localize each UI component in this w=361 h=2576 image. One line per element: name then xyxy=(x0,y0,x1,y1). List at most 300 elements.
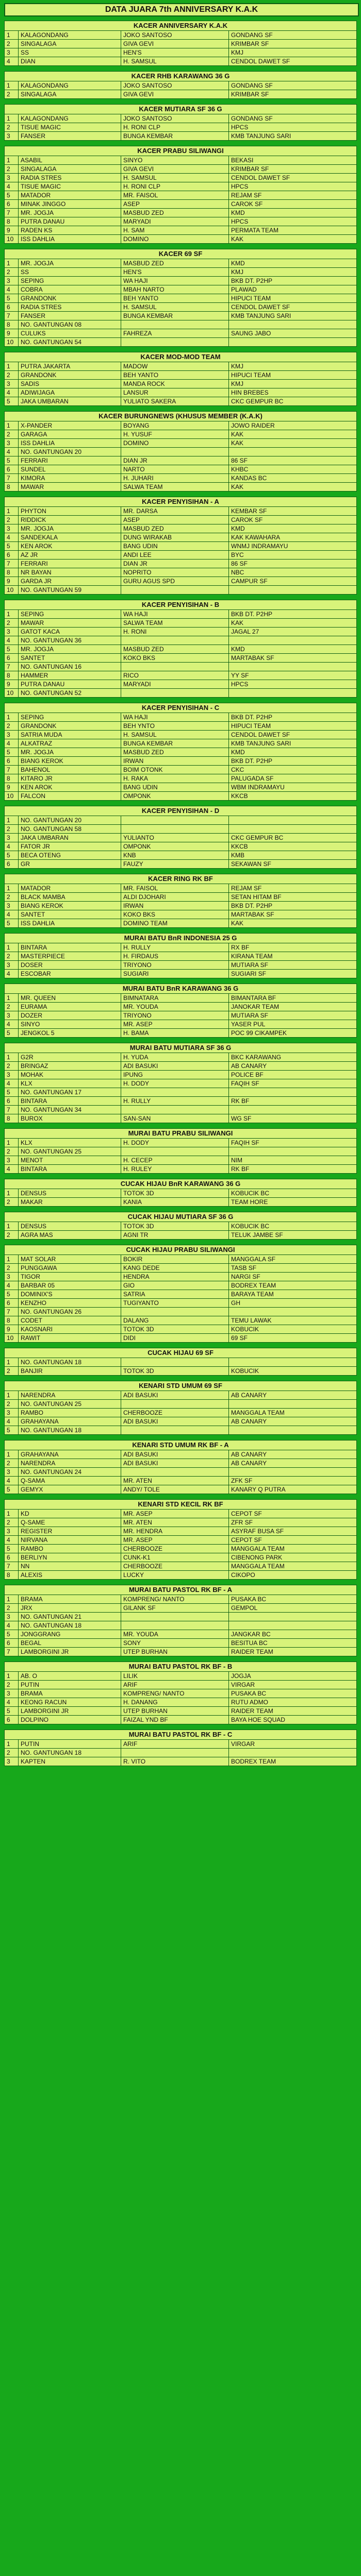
rank-cell: 5 xyxy=(5,456,19,465)
rank-cell: 5 xyxy=(5,851,19,860)
table-row xyxy=(5,226,357,235)
bird-name-cell: MR. JOGJA xyxy=(19,524,121,533)
section-title: MURAI BATU PASTOL RK BF - B xyxy=(4,1662,357,1671)
team-cell: GONDANG SF xyxy=(229,81,357,90)
table-row xyxy=(5,586,357,595)
table-row xyxy=(5,757,357,766)
bird-name-cell: MAT SOLAR xyxy=(19,1255,121,1264)
result-section xyxy=(4,1128,357,1174)
table-row xyxy=(5,731,357,739)
owner-cell: MBAH NARTO xyxy=(121,285,229,294)
bird-name-cell: GR xyxy=(19,860,121,869)
rank-cell: 3 xyxy=(5,1156,19,1165)
owner-cell: H. RULLY xyxy=(121,943,229,952)
team-cell: BESITUA BC xyxy=(229,1639,357,1648)
bird-name-cell: EURAMA xyxy=(19,1003,121,1011)
table-row xyxy=(5,671,357,680)
rank-cell: 8 xyxy=(5,1571,19,1580)
team-cell: YY SF xyxy=(229,671,357,680)
team-cell: CKC GEMPUR BC xyxy=(229,397,357,406)
bird-name-cell: MAWAR xyxy=(19,483,121,492)
table-row xyxy=(5,1222,357,1231)
result-section xyxy=(4,352,357,406)
bird-name-cell: BARBAR 05 xyxy=(19,1281,121,1290)
owner-cell: JOKO SANTOSO xyxy=(121,114,229,123)
owner-cell: MANDA ROCK xyxy=(121,380,229,388)
results-table xyxy=(4,114,357,141)
result-section xyxy=(4,249,357,347)
bird-name-cell: KEN AROK xyxy=(19,542,121,551)
table-row xyxy=(5,388,357,397)
table-row xyxy=(5,507,357,516)
bird-name-cell: RAMBO xyxy=(19,1545,121,1553)
result-section xyxy=(4,874,357,928)
owner-cell xyxy=(121,663,229,671)
rank-cell: 5 xyxy=(5,191,19,200)
table-row xyxy=(5,1553,357,1562)
bird-name-cell: BRINGAZ xyxy=(19,1062,121,1071)
bird-name-cell: PUTRA DANAU xyxy=(19,680,121,689)
result-section xyxy=(4,1662,357,1724)
table-row xyxy=(5,132,357,141)
section-title: CUCAK HIJAU MUTIARA SF 36 G xyxy=(4,1212,357,1222)
table-row xyxy=(5,338,357,347)
owner-cell xyxy=(121,1400,229,1409)
rank-cell: 1 xyxy=(5,114,19,123)
result-section xyxy=(4,703,357,801)
section-title: MURAI BATU MUTIARA SF 36 G xyxy=(4,1043,357,1053)
team-cell: JOGJA xyxy=(229,1672,357,1681)
bird-name-cell: AGRA MAS xyxy=(19,1231,121,1240)
bird-name-cell: NO. GANTUNGAN 52 xyxy=(19,689,121,698)
owner-cell xyxy=(121,1147,229,1156)
rank-cell: 2 xyxy=(5,1264,19,1273)
owner-cell xyxy=(121,1106,229,1114)
rank-cell: 3 xyxy=(5,380,19,388)
table-row xyxy=(5,1417,357,1426)
rank-cell: 3 xyxy=(5,731,19,739)
bird-name-cell: NO. GANTUNGAN 17 xyxy=(19,1088,121,1097)
bird-name-cell: BANJIR xyxy=(19,1367,121,1376)
owner-cell: MASBUD ZED xyxy=(121,748,229,757)
team-cell: MANGGALA SF xyxy=(229,1255,357,1264)
team-cell: TASB SF xyxy=(229,1264,357,1273)
rank-cell: 10 xyxy=(5,1334,19,1343)
owner-cell: GIVA GEVI xyxy=(121,165,229,174)
team-cell: AB CANARY xyxy=(229,1459,357,1468)
page-title: DATA JUARA 7th ANNIVERSARY K.A.K xyxy=(4,3,359,16)
owner-cell xyxy=(121,1308,229,1316)
table-row xyxy=(5,851,357,860)
bird-name-cell: KEN AROK xyxy=(19,783,121,792)
rank-cell: 1 xyxy=(5,943,19,952)
table-row xyxy=(5,1062,357,1071)
bird-name-cell: DOSER xyxy=(19,961,121,970)
table-row xyxy=(5,1367,357,1376)
rank-cell: 7 xyxy=(5,312,19,320)
owner-cell: GIVA GEVI xyxy=(121,90,229,99)
section-title: KACER MUTIARA SF 36 G xyxy=(4,104,357,114)
bird-name-cell: SUNDEL xyxy=(19,465,121,474)
bird-name-cell: GRAHAYANA xyxy=(19,1450,121,1459)
bird-name-cell: MR. JOGJA xyxy=(19,259,121,268)
owner-cell: H. RAKA xyxy=(121,774,229,783)
team-cell xyxy=(229,586,357,595)
team-cell: CAROK SF xyxy=(229,516,357,524)
team-cell: REJAM SF xyxy=(229,884,357,893)
team-cell: KAK KAWAHARA xyxy=(229,533,357,542)
team-cell: YASER PUL xyxy=(229,1020,357,1029)
table-row xyxy=(5,1468,357,1477)
rank-cell: 4 xyxy=(5,636,19,645)
rank-cell: 8 xyxy=(5,671,19,680)
table-row xyxy=(5,645,357,654)
owner-cell: ARIF xyxy=(121,1740,229,1749)
results-table xyxy=(4,421,357,492)
table-row xyxy=(5,663,357,671)
bird-name-cell: GARDA JR xyxy=(19,577,121,586)
bird-name-cell: TISUE MAGIC xyxy=(19,123,121,132)
owner-cell: BANG UDIN xyxy=(121,783,229,792)
rank-cell: 6 xyxy=(5,1097,19,1106)
team-cell: FAQIH SF xyxy=(229,1139,357,1147)
owner-cell: KOMPRENG/ NANTO xyxy=(121,1595,229,1604)
team-cell xyxy=(229,1613,357,1621)
owner-cell: H. YUDA xyxy=(121,1053,229,1062)
bird-name-cell: SEPING xyxy=(19,277,121,285)
team-cell: SAUNG JABO xyxy=(229,329,357,338)
team-cell: CENDOL DAWET SF xyxy=(229,731,357,739)
rank-cell: 7 xyxy=(5,1562,19,1571)
team-cell: KAK xyxy=(229,430,357,439)
team-cell: KOBUCIK BC xyxy=(229,1222,357,1231)
owner-cell: BOIM OTONK xyxy=(121,766,229,774)
bird-name-cell: ADIWIJAGA xyxy=(19,388,121,397)
rank-cell: 6 xyxy=(5,551,19,560)
bird-name-cell: KALAGONDANG xyxy=(19,31,121,40)
rank-cell: 8 xyxy=(5,774,19,783)
bird-name-cell: JONGGRANG xyxy=(19,1630,121,1639)
owner-cell: KOKO BKS xyxy=(121,654,229,663)
results-table xyxy=(4,81,357,99)
table-row xyxy=(5,235,357,244)
results-table xyxy=(4,1391,357,1435)
section-title: MURAI BATU BnR INDONESIA 25 G xyxy=(4,933,357,943)
section-title: KACER ANNIVERSARY K.A.K xyxy=(4,21,357,30)
bird-name-cell: NO. GANTUNGAN 18 xyxy=(19,1426,121,1435)
rank-cell: 1 xyxy=(5,421,19,430)
owner-cell: H. SAM xyxy=(121,226,229,235)
table-row xyxy=(5,380,357,388)
team-cell: AB CANARY xyxy=(229,1450,357,1459)
result-section xyxy=(4,1043,357,1123)
rank-cell: 5 xyxy=(5,1545,19,1553)
table-row xyxy=(5,1391,357,1400)
rank-cell: 1 xyxy=(5,1189,19,1198)
team-cell: JANOKAR TEAM xyxy=(229,1003,357,1011)
rank-cell: 2 xyxy=(5,952,19,961)
rank-cell: 2 xyxy=(5,1147,19,1156)
section-title: KACER PENYISIHAN - B xyxy=(4,600,357,609)
bird-name-cell: MENOT xyxy=(19,1156,121,1165)
result-section xyxy=(4,71,357,99)
bird-name-cell: PUTIN xyxy=(19,1681,121,1689)
bird-name-cell: KITARO JR xyxy=(19,774,121,783)
owner-cell xyxy=(121,320,229,329)
result-section xyxy=(4,1348,357,1376)
owner-cell: WA HAJI xyxy=(121,610,229,619)
owner-cell: H. SAMSUL xyxy=(121,303,229,312)
bird-name-cell: JAKA UMBARAN xyxy=(19,397,121,406)
result-section xyxy=(4,497,357,595)
owner-cell: ADI BASUKI xyxy=(121,1459,229,1468)
team-cell: RK BF xyxy=(229,1165,357,1174)
results-table xyxy=(4,259,357,347)
bird-name-cell: DENSUS xyxy=(19,1222,121,1231)
bird-name-cell: FATOR JR xyxy=(19,842,121,851)
bird-name-cell: TISUE MAGIC xyxy=(19,182,121,191)
owner-cell: ARIF xyxy=(121,1681,229,1689)
results-table xyxy=(4,1255,357,1343)
rank-cell: 2 xyxy=(5,268,19,277)
rank-cell: 5 xyxy=(5,1485,19,1494)
table-row xyxy=(5,636,357,645)
owner-cell: ALDI DJOHARI xyxy=(121,893,229,902)
team-cell: JANGKAR BC xyxy=(229,1630,357,1639)
team-cell: KOBUCIK xyxy=(229,1367,357,1376)
owner-cell: DIDI xyxy=(121,1334,229,1343)
table-row xyxy=(5,1198,357,1207)
table-row xyxy=(5,40,357,48)
rank-cell: 5 xyxy=(5,1707,19,1716)
table-row xyxy=(5,1757,357,1766)
team-cell: KMD xyxy=(229,259,357,268)
bird-name-cell: FERRARI xyxy=(19,456,121,465)
table-row xyxy=(5,294,357,303)
team-cell: JOWO RAIDER xyxy=(229,421,357,430)
table-row xyxy=(5,542,357,551)
team-cell: HIN BREBES xyxy=(229,388,357,397)
owner-cell: JOKO SANTOSO xyxy=(121,31,229,40)
rank-cell: 5 xyxy=(5,1088,19,1097)
bird-name-cell: LAMBORGINI JR xyxy=(19,1648,121,1656)
owner-cell: TRIYONO xyxy=(121,1011,229,1020)
team-cell: KAK xyxy=(229,619,357,628)
team-cell xyxy=(229,1621,357,1630)
rank-cell: 5 xyxy=(5,1029,19,1038)
team-cell: BIMANTARA BF xyxy=(229,994,357,1003)
team-cell: KEMBAR SF xyxy=(229,507,357,516)
team-cell: 69 SF xyxy=(229,1334,357,1343)
rank-cell: 2 xyxy=(5,1749,19,1757)
rank-cell: 1 xyxy=(5,362,19,371)
table-row xyxy=(5,774,357,783)
rank-cell: 4 xyxy=(5,842,19,851)
team-cell: KOBUCIK xyxy=(229,1325,357,1334)
bird-name-cell: NO. GANTUNGAN 20 xyxy=(19,448,121,456)
section-title: KACER RING RK BF xyxy=(4,874,357,884)
result-section xyxy=(4,1179,357,1207)
bird-name-cell: MINAK JINGGO xyxy=(19,200,121,209)
team-cell: GONDANG SF xyxy=(229,31,357,40)
table-row xyxy=(5,174,357,182)
table-row xyxy=(5,1071,357,1079)
owner-cell: DOMINO xyxy=(121,235,229,244)
team-cell: PALUGADA SF xyxy=(229,774,357,783)
bird-name-cell: GATOT KACA xyxy=(19,628,121,636)
table-row xyxy=(5,722,357,731)
owner-cell: BANG UDIN xyxy=(121,542,229,551)
rank-cell: 8 xyxy=(5,217,19,226)
bird-name-cell: NO. GANTUNGAN 36 xyxy=(19,636,121,645)
section-title: KACER RHB KARAWANG 36 G xyxy=(4,71,357,81)
rank-cell: 5 xyxy=(5,1426,19,1435)
rank-cell: 5 xyxy=(5,1290,19,1299)
table-row xyxy=(5,1165,357,1174)
table-row xyxy=(5,860,357,869)
table-row xyxy=(5,1231,357,1240)
rank-cell: 7 xyxy=(5,474,19,483)
team-cell: AB CANARY xyxy=(229,1417,357,1426)
result-section xyxy=(4,933,357,978)
team-cell: BKB DT. P2HP xyxy=(229,610,357,619)
table-row xyxy=(5,533,357,542)
rank-cell: 5 xyxy=(5,748,19,757)
owner-cell xyxy=(121,448,229,456)
bird-name-cell: PUTRA JAKARTA xyxy=(19,362,121,371)
bird-name-cell: SS xyxy=(19,268,121,277)
owner-cell: KOKO BKS xyxy=(121,910,229,919)
rank-cell: 3 xyxy=(5,902,19,910)
team-cell xyxy=(229,1400,357,1409)
bird-name-cell: NO. GANTUNGAN 58 xyxy=(19,825,121,834)
rank-cell: 4 xyxy=(5,388,19,397)
results-table xyxy=(4,1739,357,1766)
rank-cell: 4 xyxy=(5,1165,19,1174)
rank-cell: 5 xyxy=(5,1630,19,1639)
team-cell xyxy=(229,816,357,825)
owner-cell: WA HAJI xyxy=(121,277,229,285)
bird-name-cell: GEMYX xyxy=(19,1485,121,1494)
team-cell: HIPUCI TEAM xyxy=(229,294,357,303)
rank-cell: 4 xyxy=(5,57,19,66)
result-section xyxy=(4,1730,357,1766)
section-title: CUCAK HIJAU PRABU SILIWANGI xyxy=(4,1245,357,1255)
team-cell: KKCB xyxy=(229,792,357,801)
table-row xyxy=(5,1604,357,1613)
rank-cell: 3 xyxy=(5,277,19,285)
owner-cell: GURU AGUS SPD xyxy=(121,577,229,586)
section-title: KACER PENYISIHAN - C xyxy=(4,703,357,713)
bird-name-cell: Q-SAMA xyxy=(19,1477,121,1485)
rank-cell: 2 xyxy=(5,1400,19,1409)
bird-name-cell: NIRVANA xyxy=(19,1536,121,1545)
rank-cell: 9 xyxy=(5,783,19,792)
table-row xyxy=(5,1334,357,1343)
bird-name-cell: MATADOR xyxy=(19,884,121,893)
owner-cell: SALWA TEAM xyxy=(121,483,229,492)
owner-cell: CHERBOOZE xyxy=(121,1409,229,1417)
section-title: KACER PRABU SILIWANGI xyxy=(4,146,357,156)
owner-cell: FAUZY xyxy=(121,860,229,869)
rank-cell: 9 xyxy=(5,329,19,338)
result-section xyxy=(4,21,357,66)
bird-name-cell: AB. O xyxy=(19,1672,121,1681)
team-cell: GEMPOL xyxy=(229,1604,357,1613)
table-row xyxy=(5,748,357,757)
team-cell: 86 SF xyxy=(229,456,357,465)
rank-cell: 7 xyxy=(5,1106,19,1114)
bird-name-cell: KIMORA xyxy=(19,474,121,483)
rank-cell: 3 xyxy=(5,1409,19,1417)
rank-cell: 2 xyxy=(5,40,19,48)
team-cell: POC 99 CIKAMPEK xyxy=(229,1029,357,1038)
section-title: MURAI BATU BnR KARAWANG 36 G xyxy=(4,984,357,993)
table-row xyxy=(5,739,357,748)
table-row xyxy=(5,766,357,774)
rank-cell: 2 xyxy=(5,1198,19,1207)
bird-name-cell: ISS DAHLIA xyxy=(19,439,121,448)
team-cell: KMB TANJUNG SARI xyxy=(229,132,357,141)
rank-cell: 8 xyxy=(5,568,19,577)
bird-name-cell: ALEXIS xyxy=(19,1571,121,1580)
team-cell: RAIDER TEAM xyxy=(229,1707,357,1716)
bird-name-cell: KEONG RACUN xyxy=(19,1698,121,1707)
results-table xyxy=(4,609,357,698)
team-cell: HPCS xyxy=(229,123,357,132)
owner-cell: UTEP BURHAN xyxy=(121,1707,229,1716)
bird-name-cell: KENZHO xyxy=(19,1299,121,1308)
rank-cell: 4 xyxy=(5,182,19,191)
bird-name-cell: BAHENOL xyxy=(19,766,121,774)
owner-cell: BEH YANTO xyxy=(121,294,229,303)
owner-cell: H. SAMSUL xyxy=(121,57,229,66)
team-cell: KIRANA TEAM xyxy=(229,952,357,961)
rank-cell: 2 xyxy=(5,619,19,628)
owner-cell: MR. YOUDA xyxy=(121,1630,229,1639)
team-cell: RX BF xyxy=(229,943,357,952)
rank-cell: 2 xyxy=(5,1518,19,1527)
team-cell: JAGAL 27 xyxy=(229,628,357,636)
owner-cell: IPUNG xyxy=(121,1071,229,1079)
table-row xyxy=(5,834,357,842)
owner-cell: WA HAJI xyxy=(121,713,229,722)
table-row xyxy=(5,970,357,978)
owner-cell: IRWAN xyxy=(121,902,229,910)
team-cell: ZFK SF xyxy=(229,1477,357,1485)
team-cell: RUTU ADMO xyxy=(229,1698,357,1707)
bird-name-cell: MAWAR xyxy=(19,619,121,628)
owner-cell: ASEP xyxy=(121,200,229,209)
bird-name-cell: CODET xyxy=(19,1316,121,1325)
table-row xyxy=(5,81,357,90)
bird-name-cell: NO. GANTUNGAN 18 xyxy=(19,1621,121,1630)
team-cell: WG SF xyxy=(229,1114,357,1123)
rank-cell: 10 xyxy=(5,235,19,244)
team-cell xyxy=(229,1106,357,1114)
section-title: KACER PENYISIHAN - A xyxy=(4,497,357,506)
rank-cell: 1 xyxy=(5,1358,19,1367)
team-cell: KRIMBAR SF xyxy=(229,40,357,48)
table-row xyxy=(5,1053,357,1062)
team-cell: CKC GEMPUR BC xyxy=(229,834,357,842)
rank-cell: 2 xyxy=(5,1231,19,1240)
rank-cell: 3 xyxy=(5,1273,19,1281)
bird-name-cell: SANTET xyxy=(19,654,121,663)
rank-cell: 2 xyxy=(5,1604,19,1613)
team-cell: POLICE BF xyxy=(229,1071,357,1079)
team-cell: BAYA HOE SQUAD xyxy=(229,1716,357,1724)
